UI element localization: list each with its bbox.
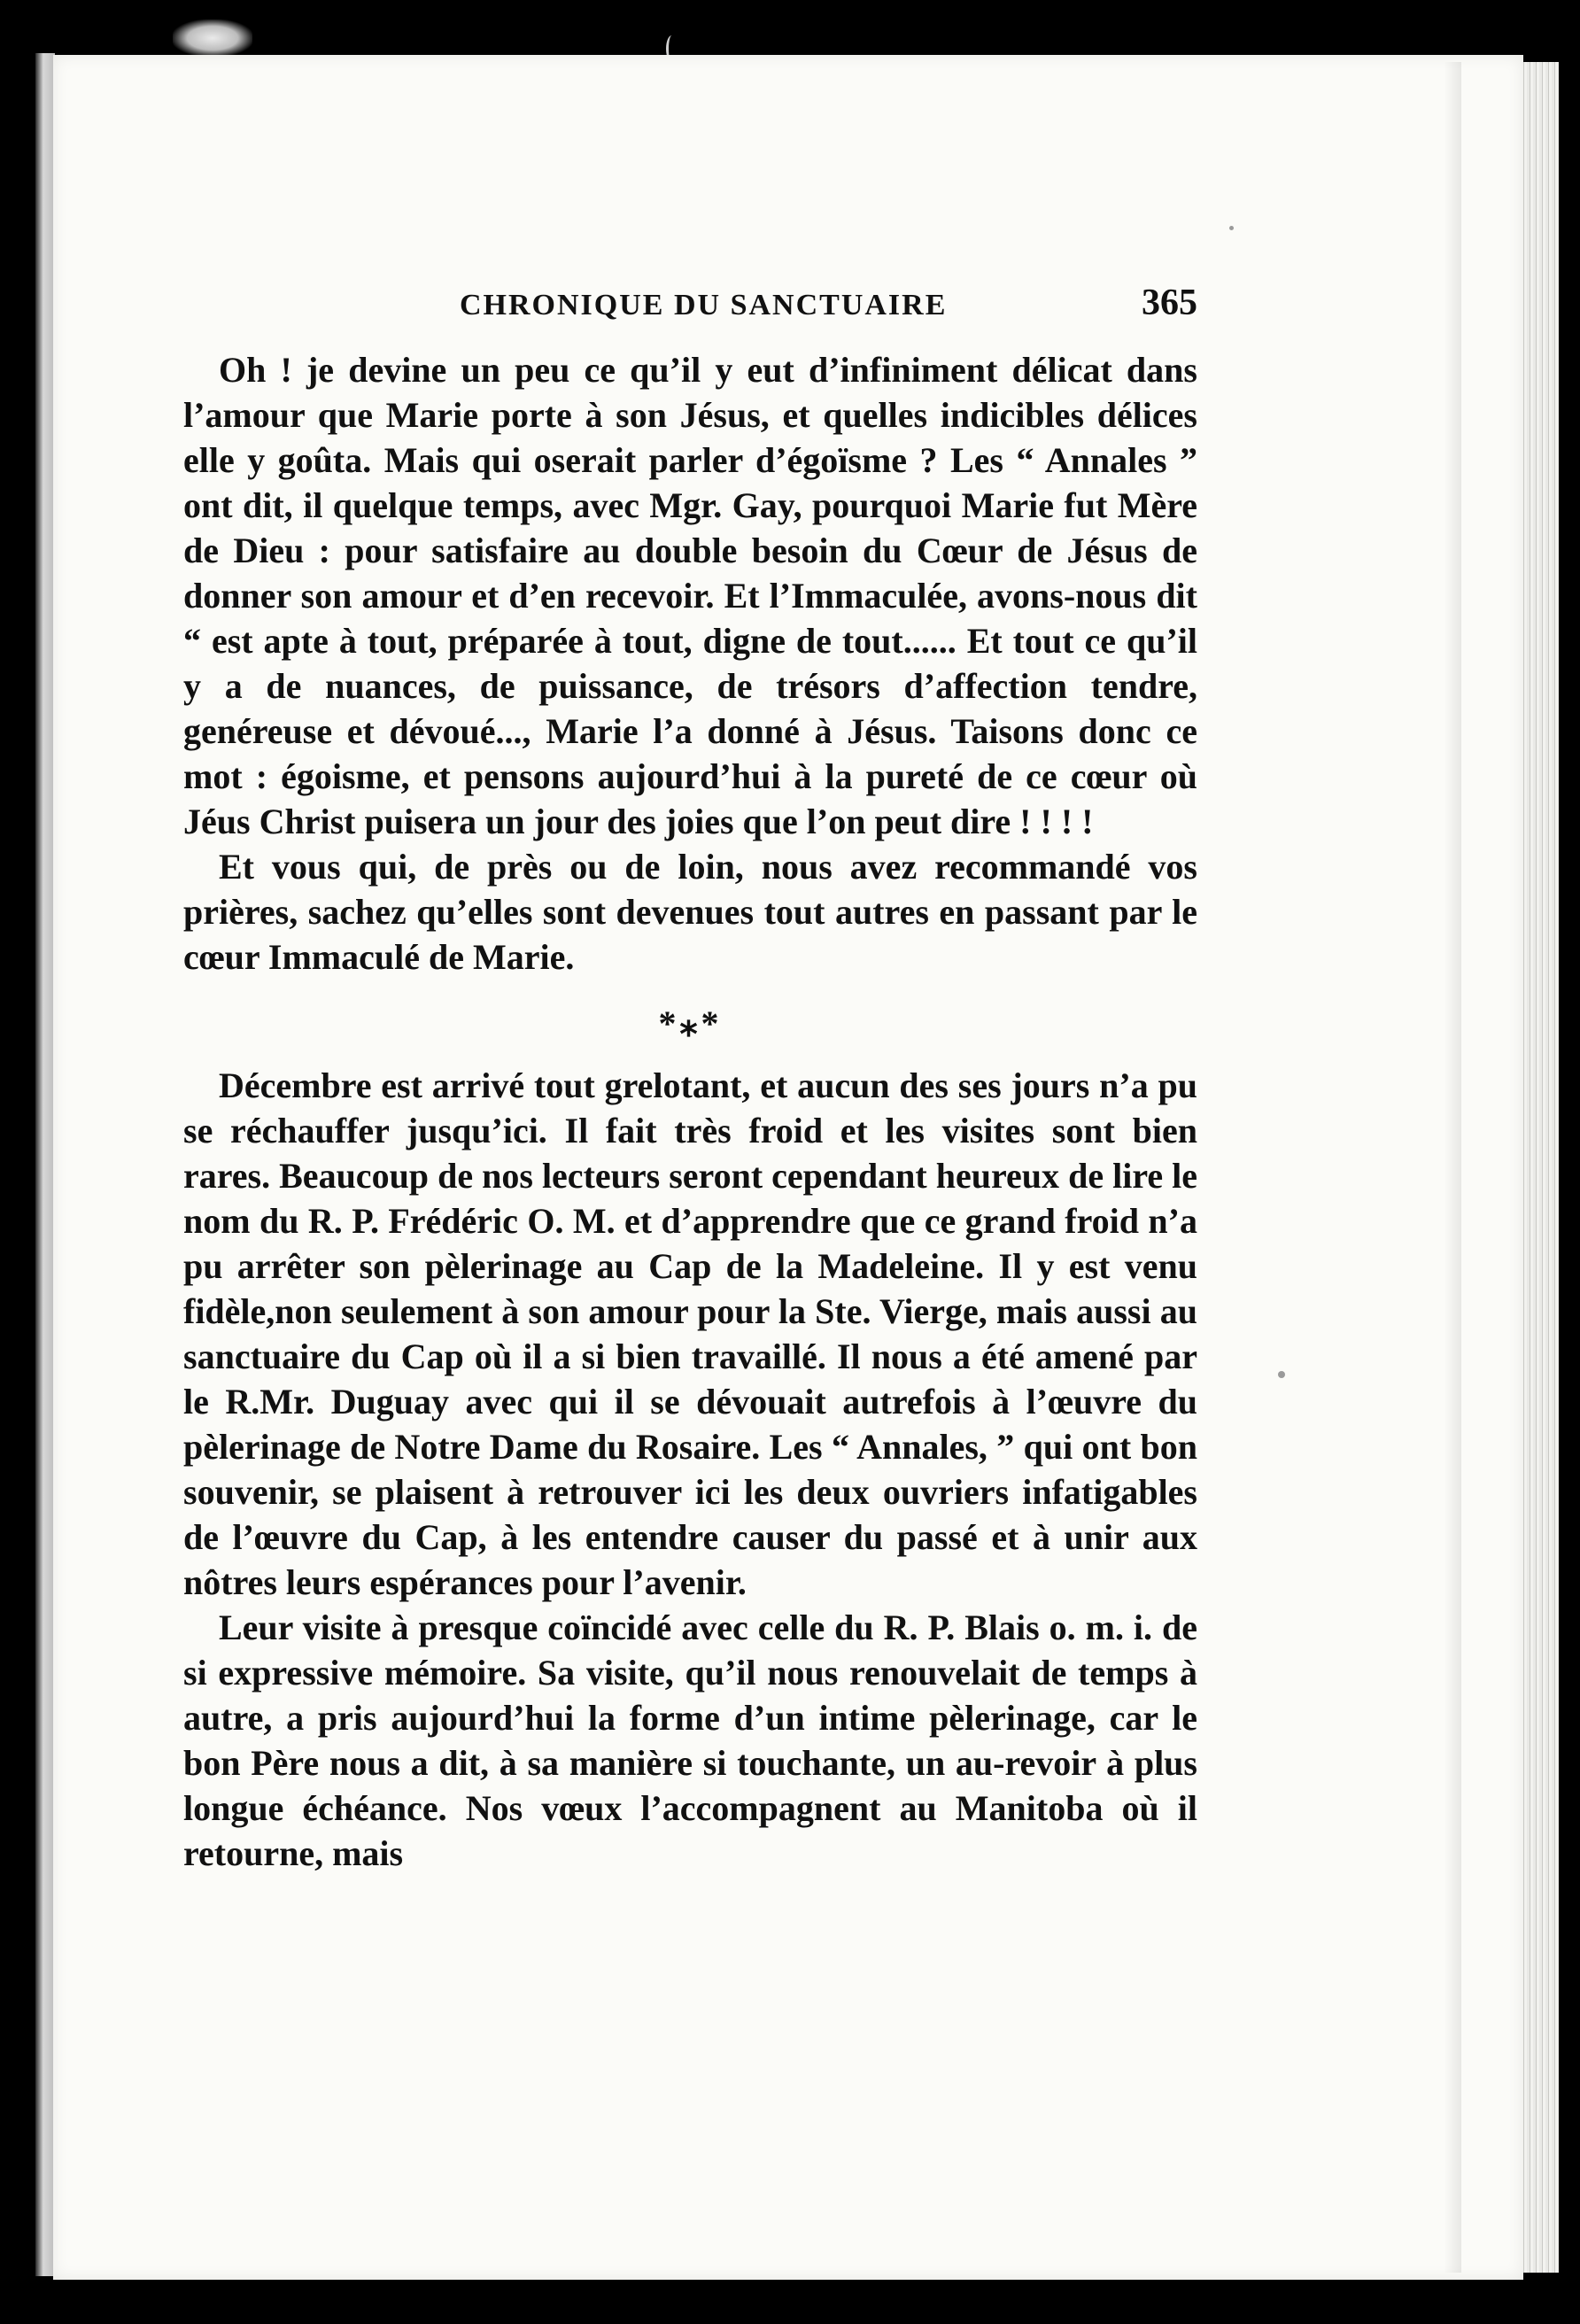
scan-smudge [173,19,252,57]
paragraph: Décembre est arrivé tout grelotant, et aucun des ses jours n’a pu se réchauffer jusqu’ici. Il fait très froid et les visites sont bien rares. Beaucoup de nos lecteurs seront cependant heureux de lire le nom du R. P. Frédéric O. M. et d’apprendre que ce grand froid n’a pu arrêter son pèlerinage au Cap de la Madeleine. Il y est venu fidèle,non seulement à son amour pour la Ste. Vierge, mais aussi au sanctuaire du Cap où il a si bien travaillé. Il nous a été amené par le R.Mr. Duguay avec qui il se dévouait autrefois à l’œuvre du pèlerinage de Notre Dame du Rosaire. Les “ Annales, ” qui ont bon souvenir, se plaisent à retrouver ici les deux ouvriers infatigables de l’œuvre du Cap, à les entendre causer du passé et à unir aux nôtres leurs espérances pour l’avenir. [183,1065,1197,1602]
section-separator: *⁎* [658,1003,723,1043]
page-header [183,282,1197,337]
paragraph: Et vous qui, de près ou de loin, nous avez recommandé vos prières, sachez qu’elles sont devenues tout autres en passant par le cœur Immaculé de Marie. [183,847,1197,977]
page-number: 365 [1142,283,1197,323]
binding-edge [35,53,55,2276]
running-title: CHRONIQUE DU SANCTUAIRE [460,289,948,321]
paragraph: Leur visite à presque coïncidé avec celle du R. P. Blais o. m. i. de si expressive mémoire. Sa visite, qu’il nous renouvelait de temps à autre, a pris aujourd’hui la forme d’un intime pèlerinage, car le bon Père nous a dit, à sa manière si touchante, un au-revoir à plus longue échéance. Nos vœux l’accompagnent au Manitoba où il retourne, mais [183,1607,1197,1873]
paragraph: Oh ! je devine un peu ce qu’il y eut d’infiniment délicat dans l’amour que Marie porte à son Jésus, et quelles indicibles délices elle y goûta. Mais qui oserait parler d’égoïsme ? Les “ Annales ” ont dit, il quelque temps, avec Mgr. Gay, pourquoi Marie fut Mère de Dieu : pour satisfaire au double besoin du Cœur de Jésus de donner son amour et d’en recevoir. Et l’Immaculée, avons-nous dit “ est apte à tout, préparée à tout, digne de tout...... Et tout ce qu’il y a de nuances, de puissance, de trésors d’affection tendre, genéreuse et dévoué..., Marie l’a donné à Jésus. Taisons donc ce mot : égoisme, et pensons aujourd’hui à la pureté de ce cœur où Jéus Christ puisera un jour des joies que l’on peut dire ! ! ! ! [183,350,1197,841]
body-text [183,347,1197,1876]
speck [1278,1371,1285,1378]
speck [1229,226,1234,230]
page-fold-shadow [1444,62,1461,2273]
